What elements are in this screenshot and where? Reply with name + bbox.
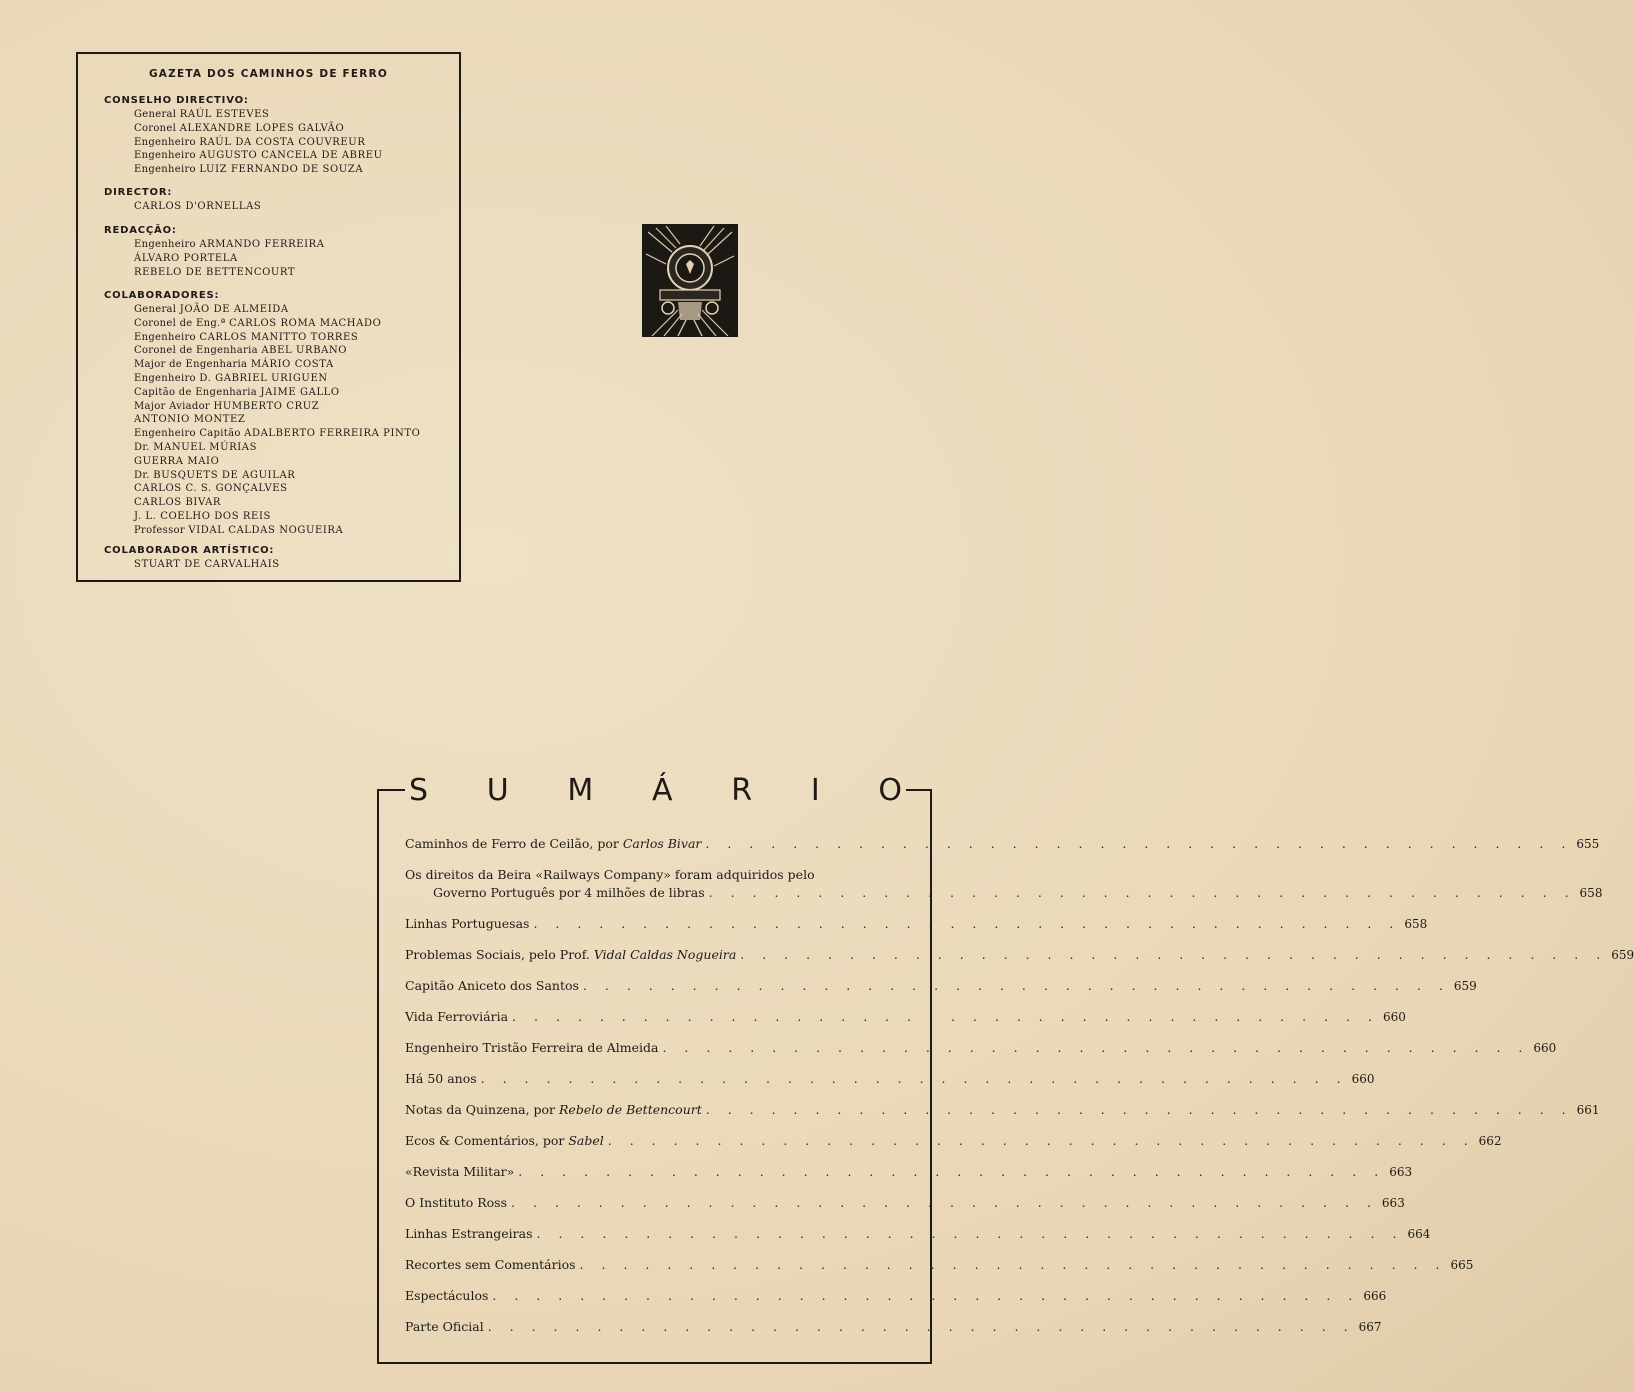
toc-page-number: 667 (1358, 1320, 1382, 1334)
toc-title-text: O Instituto Ross (405, 1195, 508, 1210)
toc-page-number: 659 (1453, 979, 1477, 993)
toc-author: Rebelo de Bettencourt (559, 1102, 702, 1117)
toc-entry (405, 1225, 1431, 1243)
staff-member (104, 455, 454, 469)
summary-title-letter: S (409, 772, 429, 808)
masthead-title: GAZETA DOS CAMINHOS DE FERRO (148, 68, 388, 80)
toc-leader-dots: . . . . . . . . . . . . . . . . . . . . . . . . . . . . . . . . . . . . . . . . (512, 1009, 1379, 1024)
staff-name: JOÃO DE ALMEIDA (179, 304, 289, 315)
section-heading: CONSELHO DIRECTIVO: (104, 95, 249, 106)
staff-name: GUERRA MAIO (134, 455, 220, 467)
staff-member (104, 427, 454, 441)
toc-page-number: 655 (1576, 837, 1600, 851)
toc-title-text: Notas da Quinzena, por (405, 1102, 560, 1117)
toc-entry-title (405, 1225, 533, 1243)
toc-leader-dots: . . . . . . . . . . . . . . . . . . . . . . . . . . . . . . . . . . . . . . . . (708, 885, 1576, 900)
toc-leader-dots: . . . . . . . . . . . . . . . . . . . . . . . . . . . . . . . . . . . . . . . . (662, 1040, 1530, 1055)
staff-rank: Engenheiro (134, 150, 196, 162)
toc-leader-dots: . . . . . . . . . . . . . . . . . . . . . . . . . . . . . . . . . . . . . . . . (582, 978, 1450, 993)
section-heading: DIRECTOR: (104, 187, 173, 198)
section-conselho (104, 94, 454, 177)
toc-title-text: Ecos & Comentários, por (405, 1133, 569, 1148)
toc-page-number: 658 (1579, 886, 1603, 900)
staff-rank: Major de Engenharia (134, 359, 248, 371)
toc-title-text: Vida Ferroviária (405, 1009, 509, 1024)
section-colaboradores (104, 289, 454, 538)
staff-rank: Coronel (134, 122, 177, 134)
toc-entry-title (405, 1318, 484, 1336)
staff-member (104, 558, 454, 572)
staff-name: BUSQUETS DE AGUILAR (153, 469, 296, 481)
toc-page-number: 661 (1576, 1103, 1600, 1117)
staff-member (104, 317, 454, 331)
staff-rank: Capitão de Engenharia (134, 386, 258, 398)
staff-member (104, 372, 454, 386)
toc-entry-title (405, 1132, 604, 1150)
staff-member (104, 200, 454, 214)
toc-author: Carlos Bivar (622, 836, 702, 851)
toc-page-number: 660 (1533, 1041, 1557, 1055)
masthead-box (76, 52, 461, 582)
staff-name: CARLOS ROMA MACHADO (229, 317, 382, 329)
staff-name: ANTONIO MONTEZ (134, 414, 246, 426)
toc-author: Vidal Caldas Nogueira (593, 947, 737, 962)
toc-entry (405, 1101, 1600, 1119)
staff-name: CARLOS D'ORNELLAS (134, 201, 262, 212)
staff-name: RAÚL DA COSTA COUVREUR (199, 136, 366, 148)
staff-member (104, 252, 454, 266)
staff-rank: Coronel de Eng.ª (134, 317, 226, 329)
staff-name: ABEL URBANO (261, 345, 348, 357)
staff-name: MÁRIO COSTA (250, 359, 334, 371)
staff-rank: Dr. (134, 469, 150, 481)
staff-rank: Major Aviador (134, 400, 211, 412)
toc-leader-dots: . . . . . . . . . . . . . . . . . . . . . . . . . . . . . . . . . . . . . . . . (536, 1226, 1404, 1241)
staff-name: ADALBERTO FERREIRA PINTO (244, 428, 421, 440)
staff-member (104, 441, 454, 455)
summary-title-letter: U (486, 772, 509, 808)
staff-member (104, 149, 454, 163)
staff-name: ALEXANDRE LOPES GALVÃO (179, 122, 345, 134)
staff-member (104, 469, 454, 483)
toc-page-number: 663 (1381, 1196, 1405, 1210)
toc-page-number: 660 (1351, 1072, 1375, 1086)
section-heading: COLABORADOR ARTÍSTICO: (104, 545, 275, 556)
toc-title-text: Linhas Estrangeiras (405, 1226, 533, 1241)
staff-member (104, 413, 454, 427)
staff-name: REBELO DE BETTENCOURT (134, 266, 296, 278)
summary-title-letter: I (810, 772, 820, 808)
staff-name: AUGUSTO CANCELA DE ABREU (199, 150, 383, 162)
toc-leader-dots: . . . . . . . . . . . . . . . . . . . . . . . . . . . . . . . . . . . . . . . . (487, 1319, 1355, 1334)
toc-entry (405, 1256, 1474, 1274)
staff-rank: Coronel de Engenharia (134, 345, 258, 357)
staff-rank: Dr. (134, 441, 150, 453)
toc-entry (405, 1008, 1406, 1026)
toc-entry (405, 946, 1634, 964)
staff-member (104, 163, 454, 177)
staff-member (104, 386, 454, 400)
toc-entry (405, 1132, 1502, 1150)
staff-name: VIDAL CALDAS NOGUEIRA (188, 524, 344, 536)
toc-title-text: Problemas Sociais, pelo Prof. (405, 947, 594, 962)
toc-entry-title-cont (433, 884, 705, 902)
staff-rank: Professor (134, 524, 185, 536)
toc-leader-dots: . . . . . . . . . . . . . . . . . . . . . . . . . . . . . . . . . . . . . . . . (511, 1195, 1378, 1210)
toc-title-text: Linhas Portuguesas (405, 916, 530, 931)
staff-name: ÁLVARO PORTELA (134, 252, 238, 264)
section-heading: COLABORADORES: (104, 290, 220, 301)
staff-name: D. GABRIEL URIGUEN (199, 372, 328, 384)
staff-rank: Engenheiro (134, 372, 196, 384)
toc-page-number: 659 (1611, 948, 1634, 962)
summary-title-letter: M (567, 772, 594, 808)
staff-name: STUART DE CARVALHAIS (134, 559, 280, 570)
toc-entry-title (405, 1070, 477, 1088)
summary-title-letter: Á (652, 772, 673, 808)
staff-name: JAIME GALLO (260, 386, 340, 398)
toc-entry (405, 1070, 1375, 1088)
toc-page-number: 662 (1478, 1134, 1502, 1148)
toc-entry (405, 1039, 1557, 1057)
toc-page-number: 665 (1450, 1258, 1474, 1272)
staff-name: MANUEL MÚRIAS (153, 441, 258, 453)
staff-member (104, 510, 454, 524)
staff-member (104, 303, 454, 317)
section-heading: REDACÇÃO: (104, 225, 177, 236)
staff-name: HUMBERTO CRUZ (213, 400, 320, 412)
toc-title-text: Há 50 anos (405, 1071, 477, 1086)
toc-entry-title (405, 1101, 702, 1119)
staff-rank: Engenheiro Capitão (134, 428, 241, 440)
toc-entry-title (405, 946, 736, 964)
section-director (104, 186, 454, 214)
staff-rank: Engenheiro (134, 239, 196, 250)
staff-rank: Engenheiro (134, 331, 196, 343)
staff-name: CARLOS BIVAR (134, 497, 222, 509)
toc-page-number: 658 (1404, 917, 1428, 931)
toc-leader-dots: . . . . . . . . . . . . . . . . . . . . . . . . . . . . . . . . . . . . . . . . (705, 1102, 1573, 1117)
staff-name: LUIZ FERNANDO DE SOUZA (199, 164, 364, 176)
toc-entry (405, 866, 1603, 902)
staff-rank: Engenheiro (134, 164, 196, 176)
staff-member (104, 400, 454, 414)
summary-title-letter: O (878, 772, 902, 808)
toc-title-text: Caminhos de Ferro de Ceilão, por (405, 836, 623, 851)
toc-leader-dots: . . . . . . . . . . . . . . . . . . . . . . . . . . . . . . . . . . . . . . . . (492, 1288, 1360, 1303)
staff-rank: General (134, 109, 177, 120)
toc-entry-title (405, 977, 579, 995)
staff-member (104, 524, 454, 538)
toc-entry (405, 1287, 1387, 1305)
toc-entry (405, 977, 1477, 995)
toc-author: Sabel (568, 1133, 604, 1148)
toc-page-number: 666 (1363, 1289, 1387, 1303)
toc-entry-title (405, 1163, 514, 1181)
toc-title-text: Capitão Aniceto dos Santos (405, 978, 579, 993)
toc-entry (405, 1194, 1405, 1212)
toc-page-number: 663 (1389, 1165, 1413, 1179)
toc-leader-dots: . . . . . . . . . . . . . . . . . . . . . . . . . . . . . . . . . . . . . . . . (579, 1257, 1447, 1272)
toc-entry (405, 835, 1600, 853)
toc-leader-dots: . . . . . . . . . . . . . . . . . . . . . . . . . . . . . . . . . . . . . . . . (607, 1133, 1475, 1148)
toc-entry-title (405, 835, 701, 853)
toc-page-number: 660 (1382, 1010, 1406, 1024)
staff-name: RAÚL ESTEVES (179, 109, 270, 120)
toc-entry-title (405, 1008, 508, 1026)
toc-title-text: Espectáculos (405, 1288, 489, 1303)
toc-title-text: Parte Oficial (405, 1319, 484, 1334)
locomotive-woodcut-icon (642, 224, 738, 337)
staff-member (104, 122, 454, 136)
staff-rank: General (134, 304, 177, 315)
summary-title-letter: R (731, 772, 753, 808)
toc-entry (405, 1318, 1382, 1336)
toc-title-text: Recortes sem Comentários (405, 1257, 576, 1272)
staff-name: CARLOS C. S. GONÇALVES (134, 483, 288, 495)
toc-title-text: Governo Português por 4 milhões de libras (433, 885, 705, 900)
staff-member (104, 331, 454, 345)
staff-member (104, 344, 454, 358)
staff-member (104, 136, 454, 150)
toc-entry-title (405, 1039, 658, 1057)
toc-title-text: «Revista Militar» (405, 1164, 515, 1179)
toc-entry-title (405, 1287, 488, 1305)
toc-leader-dots: . . . . . . . . . . . . . . . . . . . . . . . . . . . . . . . . . . . . . . . . (480, 1071, 1348, 1086)
toc-entry-title (405, 915, 529, 933)
staff-member (104, 482, 454, 496)
staff-member (104, 108, 454, 122)
section-artistico (104, 544, 454, 572)
staff-name: J. L. COELHO DOS REIS (134, 510, 271, 522)
section-redaccao (104, 224, 454, 279)
staff-name: ARMANDO FERREIRA (199, 239, 325, 250)
toc-leader-dots: . . . . . . . . . . . . . . . . . . . . . . . . . . . . . . . . . . . . . . . . (740, 947, 1608, 962)
toc-entry (405, 1163, 1413, 1181)
toc-entry-title (405, 1256, 576, 1274)
staff-member (104, 266, 454, 280)
toc-leader-dots: . . . . . . . . . . . . . . . . . . . . . . . . . . . . . . . . . . . . . . . . (533, 916, 1401, 931)
toc-entry-title (405, 1194, 507, 1212)
toc-entry-title: Os direitos da Beira «Railways Company» foram adquiridos pelo (405, 867, 815, 882)
toc-leader-dots: . . . . . . . . . . . . . . . . . . . . . . . . . . . . . . . . . . . . . . . . (705, 836, 1573, 851)
staff-member (104, 358, 454, 372)
toc-title-text: Engenheiro Tristão Ferreira de Almeida (405, 1040, 659, 1055)
staff-name: CARLOS MANITTO TORRES (199, 331, 359, 343)
staff-member (104, 496, 454, 510)
toc-entry (405, 915, 1428, 933)
staff-rank: Engenheiro (134, 136, 196, 148)
toc-leader-dots: . . . . . . . . . . . . . . . . . . . . . . . . . . . . . . . . . . . . . . . . (518, 1164, 1386, 1179)
toc-page-number: 664 (1407, 1227, 1431, 1241)
staff-member (104, 238, 454, 252)
